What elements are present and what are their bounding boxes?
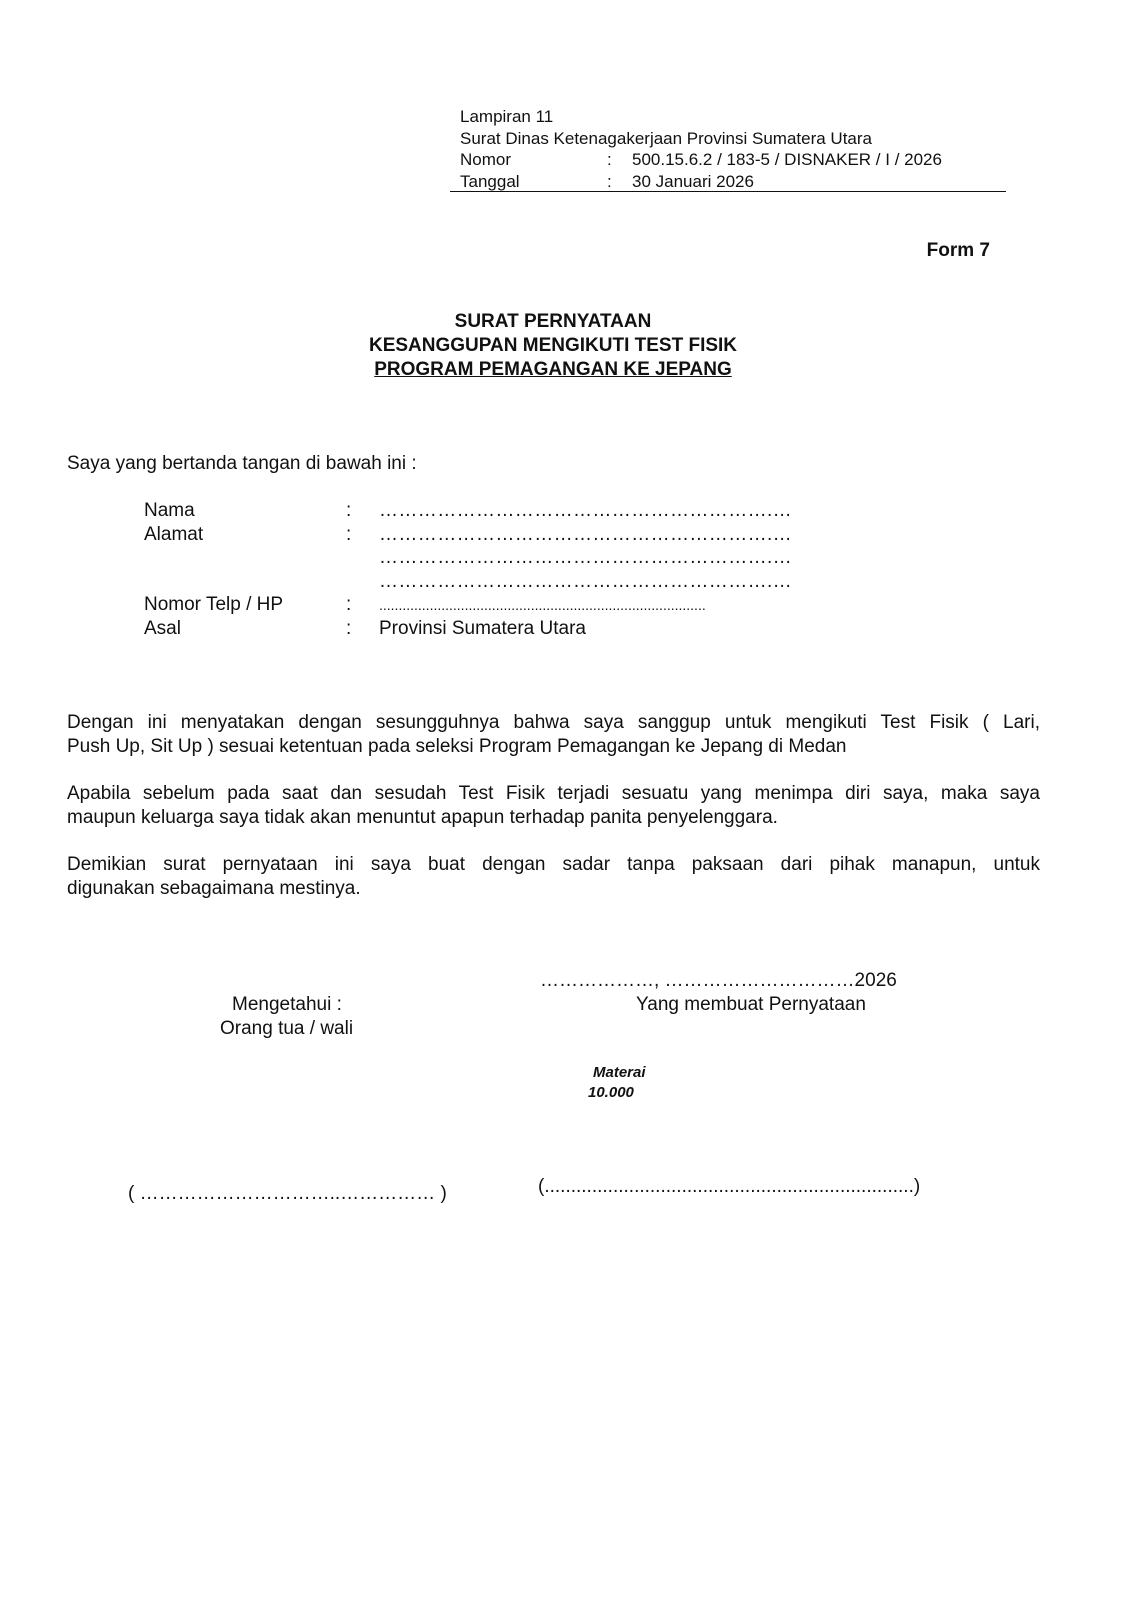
field-label	[144, 546, 346, 570]
field-blank[interactable]: …………………………………………………….…	[379, 570, 793, 592]
letter-number-label: Nomor	[460, 150, 512, 169]
document-title	[0, 310, 1106, 382]
stamp-label: Materai	[593, 1064, 646, 1081]
colon	[346, 570, 379, 594]
colon: :	[346, 500, 352, 521]
field-value: Provinsi Sumatera Utara	[379, 617, 586, 639]
acknowledged-heading: Mengetahui :	[232, 994, 342, 1015]
title-line-2: KESANGGUPAN MENGIKUTI TEST FISIK	[368, 335, 738, 356]
paragraph-line: Apabila sebelum pada saat dan sesudah Test Fisik terjadi sesuatu yang menimpa diri saya, maka saya	[67, 783, 1040, 804]
field-asal	[144, 617, 792, 641]
identity-fields	[144, 499, 792, 640]
field-alamat[interactable]	[144, 523, 792, 547]
letter-number-row	[460, 149, 942, 171]
colon	[346, 546, 379, 570]
paragraph-line: digunakan sebagaimana mestinya.	[67, 878, 361, 899]
field-label: Nomor Telp / HP	[144, 594, 284, 615]
letter-date-label: Tanggal	[460, 171, 520, 191]
colon: :	[346, 594, 352, 615]
attachment-header	[460, 106, 942, 192]
statement-paragraph-3	[67, 853, 1040, 901]
paragraph-line: Push Up, Sit Up ) sesuai ketentuan pada seleksi Program Pemagangan ke Jepang di Medan	[67, 736, 847, 757]
letter-number-value: 500.15.6.2 / 183-5 / DISNAKER / I / 2026	[632, 150, 942, 169]
field-blank[interactable]: …………………………………………………….…	[379, 547, 793, 568]
field-label: Nama	[144, 500, 195, 521]
form-number: Form 7	[926, 240, 990, 261]
field-label	[144, 570, 346, 594]
issuing-office: Surat Dinas Ketenagakerjaan Provinsi Sumatera Utara	[460, 128, 872, 148]
letter-date-value: 30 Januari 2026	[632, 171, 754, 191]
intro-text: Saya yang bertanda tangan di bawah ini :	[67, 453, 417, 474]
title-line-1: SURAT PERNYATAAN	[454, 311, 652, 332]
field-alamat-line-2[interactable]	[144, 546, 792, 570]
colon: :	[346, 617, 352, 639]
colon: :	[607, 150, 612, 169]
field-label: Asal	[144, 617, 181, 639]
attachment-number: Lampiran 11	[460, 107, 554, 126]
guardian-signature-line[interactable]: ( …………………………..…………… )	[128, 1183, 447, 1204]
statement-paragraph-1	[67, 711, 1040, 759]
guardian-role: Orang tua / wali	[220, 1018, 354, 1039]
declarant-signature-line[interactable]: (......................................................................)	[538, 1176, 921, 1197]
field-blank[interactable]: …………………………………………………….…	[379, 500, 793, 521]
paragraph-line: maupun keluarga saya tidak akan menuntut apapun terhadap panita penyelenggara.	[67, 807, 778, 828]
field-phone[interactable]	[144, 593, 792, 617]
colon: :	[346, 523, 352, 545]
field-label: Alamat	[144, 523, 204, 545]
colon: :	[607, 171, 612, 191]
paragraph-line: Demikian surat pernyataan ini saya buat dengan sadar tanpa paksaan dari pihak manapun, untuk	[67, 854, 1040, 875]
place-date-line[interactable]: ………………, …………………………2026	[540, 970, 897, 991]
statement-paragraph-2	[67, 782, 1040, 830]
field-nama[interactable]	[144, 499, 792, 523]
title-line-3: PROGRAM PEMAGANGAN KE JEPANG	[374, 359, 732, 380]
letter-date-row	[460, 171, 942, 193]
header-divider	[450, 191, 1006, 192]
field-alamat-line-3[interactable]	[144, 570, 792, 594]
field-blank[interactable]: ....................................................................................	[379, 597, 706, 613]
declarant-heading: Yang membuat Pernyataan	[636, 994, 866, 1015]
stamp-value: 10.000	[588, 1084, 634, 1101]
field-blank[interactable]: …………………………………………………….…	[379, 523, 793, 545]
paragraph-line: Dengan ini menyatakan dengan sesungguhnya bahwa saya sanggup untuk mengikuti Test Fisik ( Lari,	[67, 712, 1040, 733]
